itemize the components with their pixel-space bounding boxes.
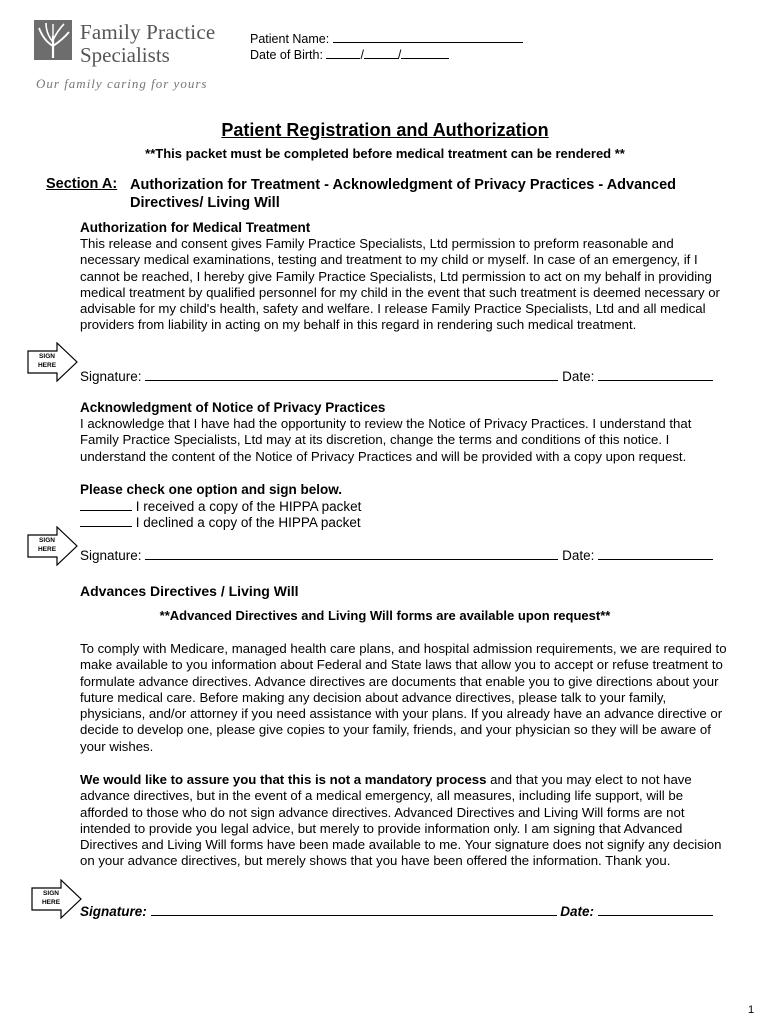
directives-note: **Advanced Directives and Living Will forms are available upon request**	[159, 608, 611, 623]
sign-here-line1: SIGN	[39, 353, 55, 360]
hippa-heading: Please check one option and sign below.	[80, 482, 343, 497]
page-number: 1	[748, 1004, 755, 1016]
dob-label: Date of Birth:	[250, 48, 323, 62]
directives-para1: To comply with Medicare, managed health care plans, and hospital admission requirements, we are required to make available to you information about Federal and State laws that allow you to accept or refuse treatment to formulate advance directives. Advance directives are documents that enable you to give directions about your future medical care. Before making any decision about advance directives, please talk to your family, physicians, and/or attorney if you need assistance with your plans. If you already have an advance directive or decide to develop one, please give copies to your family, friends, and your physician so they will be aware of your wishes.	[80, 641, 727, 754]
sign-here-line1: SIGN	[39, 537, 55, 544]
dob-year-field[interactable]	[401, 46, 449, 59]
signature-label: Signature:	[80, 369, 142, 384]
signature-label: Signature:	[80, 548, 142, 563]
logo-name-line1: Family Practice	[80, 20, 216, 44]
hippa-received-check[interactable]	[80, 498, 132, 511]
patient-name-field[interactable]	[333, 30, 523, 43]
dob-day-field[interactable]	[364, 46, 398, 59]
signature-field-auth[interactable]	[145, 368, 558, 381]
sign-here-line2: HERE	[37, 362, 57, 369]
sign-here-line2: HERE	[41, 899, 61, 906]
directives-para2	[80, 772, 730, 870]
patient-name-label: Patient Name:	[250, 32, 330, 46]
logo-tree-icon	[34, 20, 72, 60]
hippa-declined-check[interactable]	[80, 514, 132, 527]
hippa-option-declined	[80, 514, 361, 530]
directives-para2-rest: and that you may elect to not have advance directives, but in the event of a medical emergency, all measures, including life support, will be afforded to those who do not sign advance directives. Advanced Directives and Living Will forms are not intended to provide you legal advice, but merely to provide information only. I am signing that Advanced Directives and Living Will forms have been made available to me. Your signature does not signify any decision on your advance directives, but merely shows that you have been offered the information. Thank you.	[80, 772, 722, 869]
signature-row-auth	[80, 368, 713, 384]
date-field-privacy[interactable]	[598, 547, 713, 560]
privacy-body: I acknowledge that I have had the opportunity to review the Notice of Privacy Practices. I understand that Family Practice Specialists, Ltd may at its discretion, change the terms and conditions of this notice. I understand the content of the Notice of Privacy Practices and will be provided with a copy upon request.	[80, 416, 692, 464]
sign-here-line1: SIGN	[43, 890, 59, 897]
signature-field-privacy[interactable]	[145, 547, 558, 560]
page-title: Patient Registration and Authorization	[221, 120, 549, 140]
patient-name-row	[250, 30, 523, 47]
date-label: Date:	[562, 369, 595, 384]
logo-name-line2: Specialists	[80, 43, 170, 67]
sign-here-line2: HERE	[37, 546, 57, 553]
signature-label: Signature:	[80, 904, 147, 919]
sign-here-arrow	[31, 879, 83, 919]
dob-month-field[interactable]	[326, 46, 360, 59]
date-field-directives[interactable]	[598, 903, 713, 916]
date-label: Date:	[562, 548, 595, 563]
auth-heading: Authorization for Medical Treatment	[80, 220, 311, 235]
section-a-label: Section A:	[46, 176, 118, 192]
privacy-heading: Acknowledgment of Notice of Privacy Practices	[80, 400, 386, 415]
hippa-declined-label: I declined a copy of the HIPPA packet	[135, 515, 361, 530]
auth-body: This release and consent gives Family Practice Specialists, Ltd permission to preform reasonable and necessary medical examinations, testing and treatment to my child or myself. In case of an emergency, if I cannot be reached, I hereby give Family Practice Specialists, Ltd permission to act on my behalf in providing medical treatment by qualified personnel for my child in the event that such treatment is deemed necessary or advisable for my child's health, safety and welfare. I release Family Practice Specialists, Ltd and all medical providers from liability in acting on my behalf in this regard in rendering such medical treatment.	[80, 236, 720, 333]
hippa-option-received	[80, 498, 361, 514]
section-a-title: Authorization for Treatment - Acknowledgment of Privacy Practices - Advanced Directives/ Living Will	[130, 177, 677, 211]
sign-here-arrow	[27, 526, 79, 566]
signature-row-privacy	[80, 547, 713, 563]
hippa-received-label: I received a copy of the HIPPA packet	[135, 499, 362, 514]
sign-here-arrow	[27, 342, 79, 382]
directives-para2-bold: We would like to assure you that this is not a mandatory process	[80, 772, 487, 787]
signature-field-directives[interactable]	[151, 903, 557, 916]
signature-row-directives	[80, 903, 713, 919]
date-label: Date:	[560, 904, 595, 919]
page-subtitle: **This packet must be completed before medical treatment can be rendered **	[145, 146, 625, 161]
date-field-auth[interactable]	[598, 368, 713, 381]
directives-heading: Advances Directives / Living Will	[80, 583, 299, 599]
dob-row: Date of Birth: / /	[250, 46, 449, 63]
logo-tagline: Our family caring for yours	[36, 76, 208, 91]
